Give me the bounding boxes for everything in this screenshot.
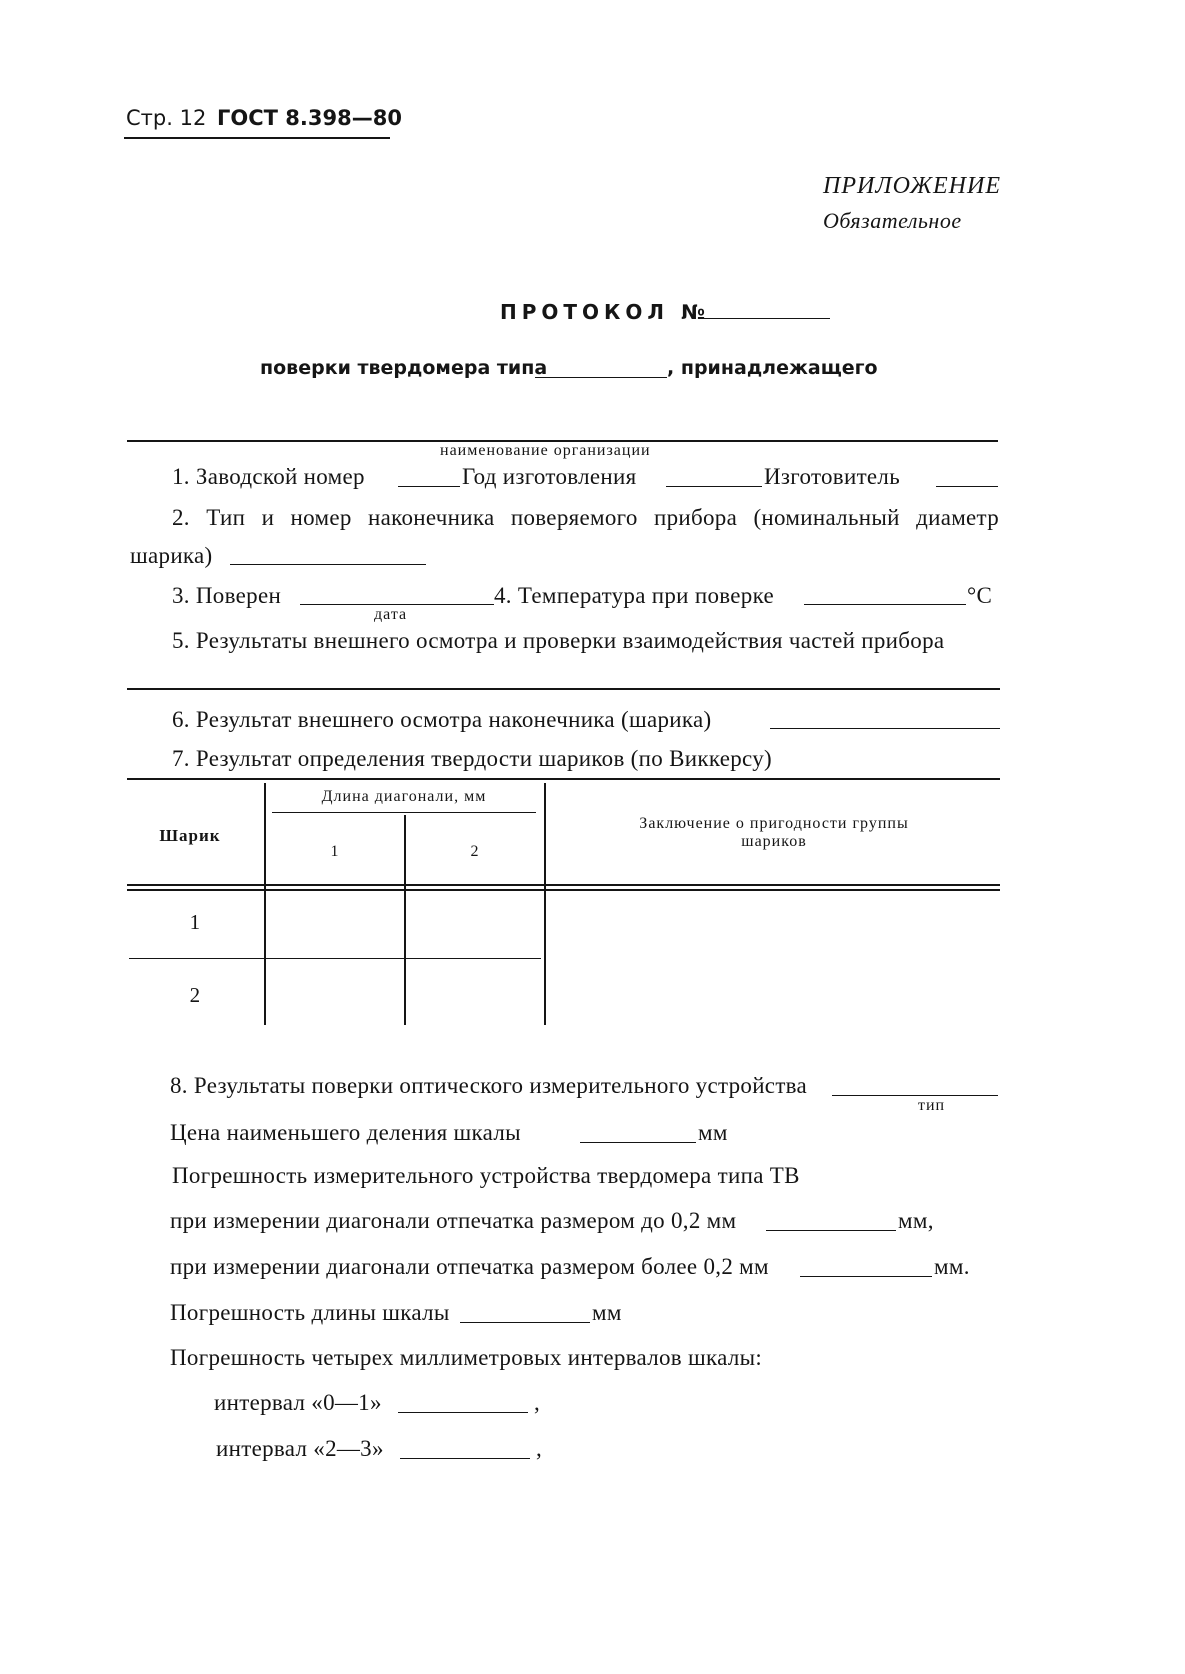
col-header-conclusion-line2: шариков — [741, 833, 807, 850]
page-header — [126, 106, 402, 130]
intervals-title: Погрешность четырех миллиметровых интервалов шкалы: — [170, 1345, 763, 1370]
external-inspection-field[interactable] — [127, 688, 1000, 690]
item-6-label: 6. Результат внешнего осмотра наконечника (шарика) — [172, 707, 712, 732]
organization-caption: наименование организации — [440, 442, 651, 459]
appendix-title: ПРИЛОЖЕНИЕ — [823, 173, 1001, 199]
standard-number: ГОСТ 8.398—80 — [217, 106, 402, 130]
interval-1-label: интервал «0—1» — [214, 1390, 382, 1415]
col-header-ball: Шарик — [159, 826, 221, 845]
cell-row1-diag1[interactable] — [268, 892, 402, 956]
item-7-label: 7. Результат определения твердости шариков (по Виккерсу) — [172, 746, 772, 771]
item-5-label: 5. Результаты внешнего осмотра и проверки взаимодействия частей прибора — [172, 628, 945, 653]
item-8-label: 8. Результаты поверки оптического измерительного устройства — [170, 1073, 808, 1098]
protocol-subtitle-part2: , принадлежащего — [667, 357, 878, 379]
protocol-title: ПРОТОКОЛ № — [500, 300, 711, 324]
table-top-border — [127, 778, 1000, 780]
scale-division-field[interactable] — [580, 1142, 696, 1143]
scale-length-label: Погрешность длины шкалы — [170, 1300, 450, 1325]
interval-2-field[interactable] — [400, 1458, 530, 1459]
item-2-label: 2. Тип и номер наконечника поверяемого прибора (номинальный диаметр — [172, 505, 999, 530]
item-1-maker-label: Изготовитель — [764, 464, 900, 489]
item-1-year-label: Год изготовления — [462, 464, 637, 489]
scale-division-unit: мм — [698, 1120, 728, 1145]
error-small-field[interactable] — [766, 1230, 896, 1231]
date-caption: дата — [374, 606, 408, 623]
scale-length-field[interactable] — [460, 1322, 590, 1323]
diag-subheader-rule — [272, 812, 536, 813]
ball-diameter-field[interactable] — [230, 564, 426, 565]
col-header-conclusion-line1: Заключение о пригодности группы — [639, 815, 909, 832]
col-header-diag-1: 1 — [330, 843, 340, 860]
page-number: Стр. 12 — [126, 106, 207, 130]
manufacturer-field[interactable] — [936, 486, 998, 487]
interval-1-comma: , — [534, 1390, 541, 1415]
manufacture-year-field[interactable] — [666, 486, 762, 487]
scale-length-unit: мм — [592, 1300, 622, 1325]
interval-2-comma: , — [536, 1436, 543, 1461]
verification-date-field[interactable] — [300, 604, 494, 605]
tester-type-field[interactable] — [535, 377, 667, 378]
scale-division-label: Цена наименьшего деления шкалы — [170, 1120, 521, 1145]
error-large-field[interactable] — [800, 1276, 932, 1277]
cell-conclusion[interactable] — [548, 892, 1000, 1024]
cell-row2-diag2[interactable] — [408, 962, 542, 1024]
temperature-field[interactable] — [804, 604, 966, 605]
interval-1-field[interactable] — [398, 1412, 528, 1413]
table-divider-1 — [264, 783, 266, 1025]
device-error-title: Погрешность измерительного устройства твердомера типа ТВ — [172, 1163, 800, 1188]
temperature-unit: °С — [967, 583, 993, 608]
header-double-rule-top — [127, 884, 1000, 886]
error-large-unit: мм. — [934, 1254, 970, 1279]
table-row-1-ball: 1 — [189, 910, 201, 934]
cell-row1-diag2[interactable] — [408, 892, 542, 956]
serial-number-field[interactable] — [398, 486, 460, 487]
cell-row2-diag1[interactable] — [268, 962, 402, 1024]
col-header-diagonal: Длина диагонали, мм — [321, 788, 487, 805]
protocol-subtitle-part1: поверки твердомера типа — [260, 357, 548, 379]
col-header-diag-2: 2 — [470, 843, 480, 860]
item-3-label: 3. Поверен — [172, 583, 282, 608]
header-underline — [124, 137, 390, 139]
table-row-2-ball: 2 — [189, 983, 201, 1007]
header-double-rule-bottom — [127, 889, 1000, 891]
table-divider-3 — [544, 783, 546, 1025]
protocol-number-field[interactable] — [702, 318, 830, 319]
optical-device-type-field[interactable] — [832, 1095, 998, 1096]
row-separator — [129, 958, 541, 959]
type-caption: тип — [918, 1097, 946, 1114]
interval-2-label: интервал «2—3» — [216, 1436, 384, 1461]
error-small-label: при измерении диагонали отпечатка размером до 0,2 мм — [170, 1208, 737, 1233]
error-large-label: при измерении диагонали отпечатка размером более 0,2 мм — [170, 1254, 769, 1279]
item-4-label: 4. Температура при поверке — [494, 583, 774, 608]
error-small-unit: мм, — [898, 1208, 934, 1233]
item-2-ball-label: шарика) — [130, 543, 213, 568]
appendix-subtitle: Обязательное — [823, 208, 962, 233]
item-1-serial-label: 1. Заводской номер — [172, 464, 365, 489]
indenter-inspection-field[interactable] — [770, 728, 1000, 729]
